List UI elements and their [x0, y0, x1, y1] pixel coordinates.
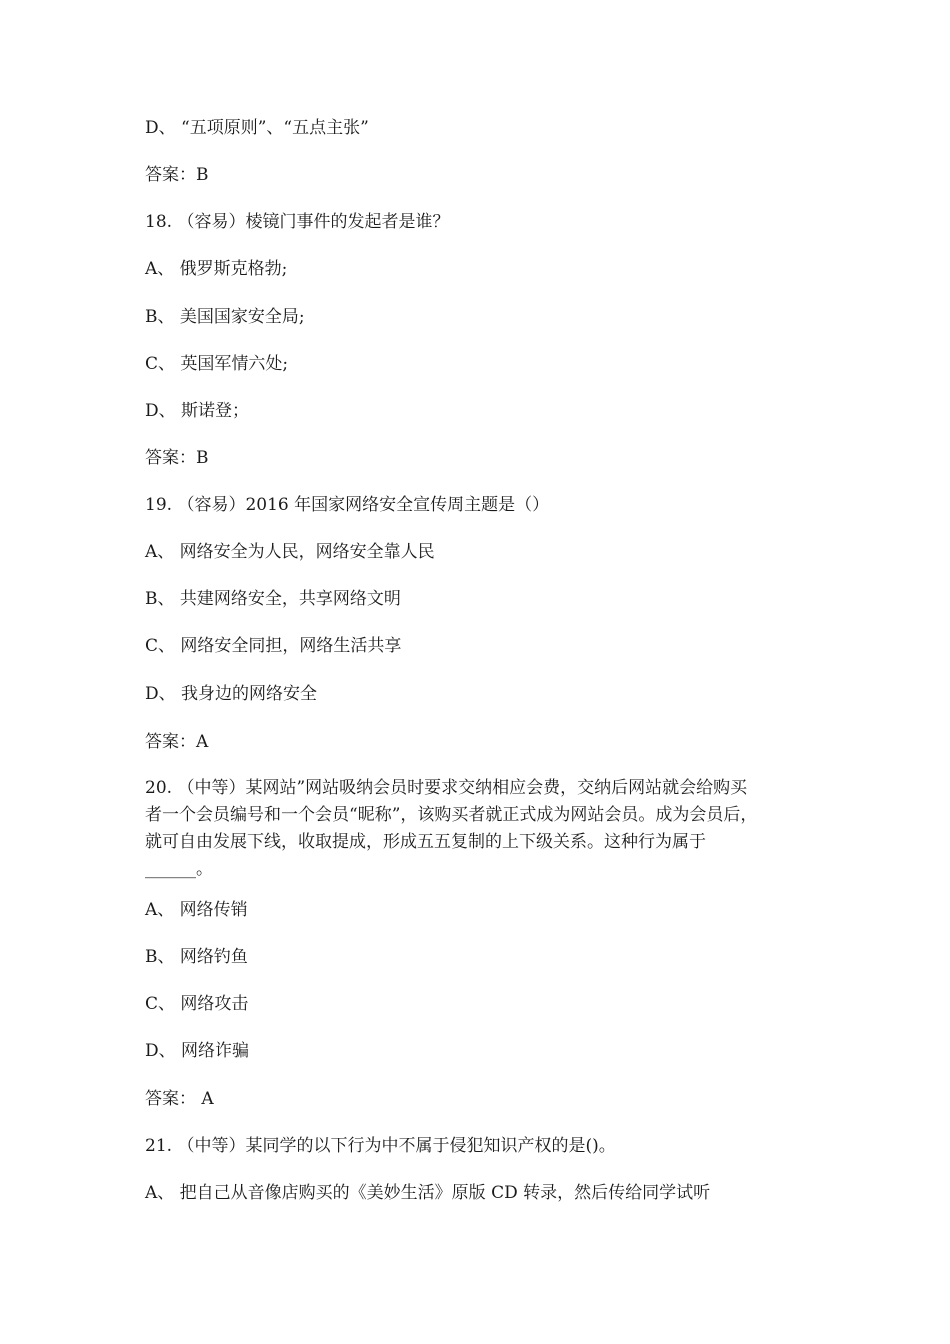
q18-question: 18. （容易）棱镜门事件的发起者是谁？ — [145, 212, 450, 232]
q19-question: 19. （容易）2016 年国家网络安全宣传周主题是（） — [145, 495, 550, 515]
q19-option-b: B、 共建网络安全，共享网络文明 — [145, 589, 401, 609]
q19-answer: 答案：A — [145, 732, 209, 752]
q20-answer: 答案： A — [145, 1089, 214, 1109]
q19-option-c: C、 网络安全同担，网络生活共享 — [145, 636, 402, 656]
q20-question-line: ______。 — [145, 859, 213, 879]
q20-question-line: 者一个会员编号和一个会员“昵称”，该购买者就正式成为网站会员。成为会员后， — [145, 805, 758, 825]
q17-answer: 答案：B — [145, 165, 209, 185]
q18-answer: 答案：B — [145, 448, 209, 468]
q20-option-d: D、 网络诈骗 — [145, 1041, 250, 1061]
q21-question: 21. （中等）某同学的以下行为中不属于侵犯知识产权的是()。 — [145, 1136, 616, 1156]
q18-option-d: D、 斯诺登； — [145, 401, 250, 421]
q18-option-a: A、 俄罗斯克格勃; — [145, 259, 288, 279]
q18-option-b: B、 美国国家安全局; — [145, 307, 305, 327]
q20-question-line: 就可自由发展下线，收取提成，形成五五复制的上下级关系。这种行为属于 — [145, 832, 706, 852]
q18-option-c: C、 英国军情六处; — [145, 354, 289, 374]
q20-option-b: B、 网络钓鱼 — [145, 947, 248, 967]
q17-option-d: D、 “五项原则”、“五点主张” — [145, 118, 369, 138]
q19-option-d: D、 我身边的网络安全 — [145, 684, 318, 704]
q20-question — [145, 775, 805, 883]
q19-option-a: A、 网络安全为人民，网络安全靠人民 — [145, 542, 435, 562]
q20-option-a: A、 网络传销 — [145, 900, 248, 920]
q20-option-c: C、 网络攻击 — [145, 994, 249, 1014]
q21-option-a: A、 把自己从音像店购买的《美妙生活》原版 CD 转录，然后传给同学试听 — [145, 1183, 711, 1203]
q20-question-line: 20. （中等）某网站”网站吸纳会员时要求交纳相应会费，交纳后网站就会给购买 — [145, 778, 748, 798]
